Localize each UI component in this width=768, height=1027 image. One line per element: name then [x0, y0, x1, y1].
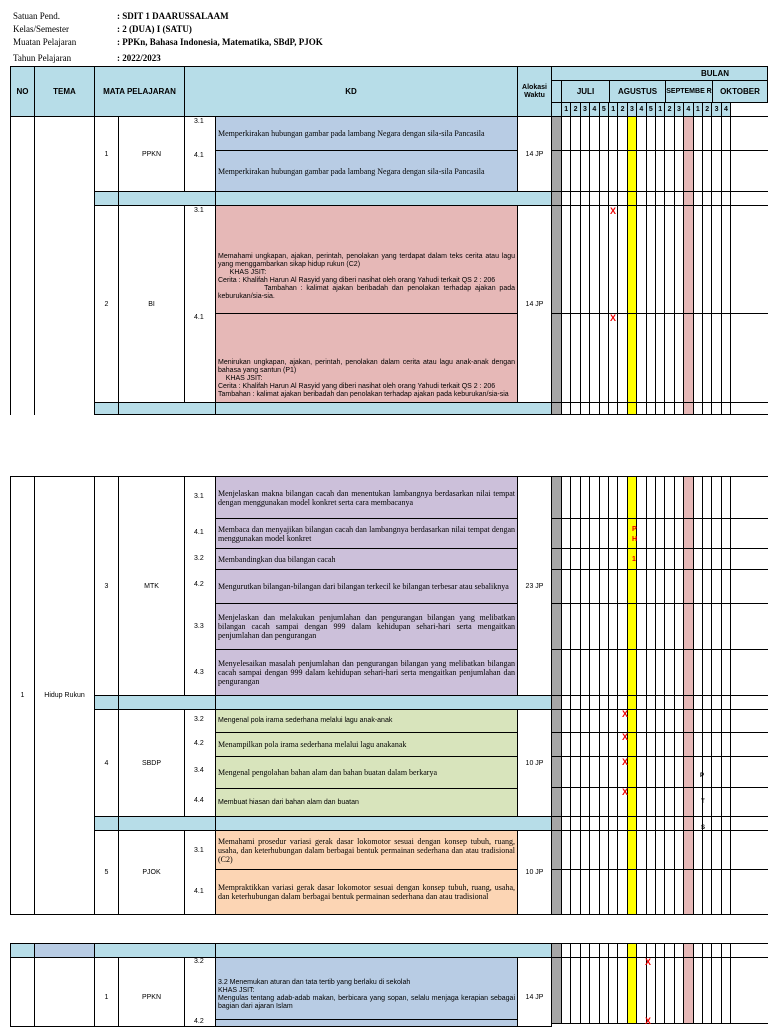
grid-row-line: [551, 756, 768, 757]
grid-row-line: [551, 869, 768, 870]
kd-text: Memahami prosedur variasi gerak dasar lokomotor sesuai dengan konsep tubuh, ruang, usaha, dan keterhubungan dalam berbagai bentuk permainan sederhana dan atau tradisional (C2): [215, 830, 518, 870]
ph-label-1: 1: [632, 556, 636, 563]
kd-code: 3.1: [194, 118, 204, 125]
grid-row-line: [551, 518, 768, 519]
month-agustus: AGUSTUS: [609, 80, 666, 103]
week-number: 2: [617, 102, 627, 117]
pjok-no: 5: [94, 830, 119, 915]
grid-row-line: [551, 116, 768, 117]
grid-row-line: [551, 205, 768, 206]
week-number: 1: [608, 102, 618, 117]
schedule-grid: [551, 476, 768, 915]
no-cell: [10, 116, 35, 415]
separator-cell: [118, 191, 216, 206]
grid-row-line: [551, 414, 768, 415]
col-tema-header: TEMA: [34, 66, 95, 117]
grid-row-line: [551, 569, 768, 570]
grid-row-line: [551, 649, 768, 650]
week-number: 3: [711, 102, 721, 117]
ppkn-name: PPKN: [118, 116, 185, 192]
kd-code: 3.4: [194, 767, 204, 774]
kd-text: Membaca dan menyajikan bilangan cacah dan lambangnya berdasarkan nilai tempat dengan menggunakan model konkret: [215, 518, 518, 549]
week-number-row: [551, 102, 768, 117]
week-number: 2: [664, 102, 674, 117]
week-number: 4: [589, 102, 599, 117]
activity-mark: X: [622, 732, 629, 742]
kd-text: Menirukan ungkapan, ajakan, perintah, penolakan dalam cerita atau lagu anak-anak dengan bahasa yang santun (P1) KHAS JSIT: Cerita : Khalifah Harun Al Rasyid yang diberi nasihat oleh orang Yahudi terkait QS 2 : 206 Tambahan : kalimat ajakan beribadah dan penolakan terhadap ajakan pada keburukan/sia-sia: [215, 313, 518, 403]
week-number: 3: [627, 102, 637, 117]
kd-code: 3.2: [194, 555, 204, 562]
week-number: 2: [570, 102, 580, 117]
ppkn-no: 1: [94, 957, 119, 1027]
week-number: 2: [702, 102, 712, 117]
ppkn-no: 1: [94, 116, 119, 192]
ppkn-code-col: [184, 957, 216, 1027]
week-number: 1: [693, 102, 703, 117]
grid-row-line: [551, 787, 768, 788]
bi-no: 2: [94, 205, 119, 403]
sbdp-name: SBDP: [118, 709, 185, 817]
grid-row-line: [551, 402, 768, 403]
activity-mark: X: [622, 787, 629, 797]
grid-row-line: [551, 476, 768, 477]
kd-code: 4.4: [194, 797, 204, 804]
separator-cell: [118, 695, 216, 710]
kd-code: 4.1: [194, 529, 204, 536]
grid-row-line: [551, 914, 768, 915]
kd-text: Mengurutkan bilangan-bilangan dari bilangan terkecil ke bilangan terbesar atau sebaliknya: [215, 569, 518, 604]
sbdp-no: 4: [94, 709, 119, 817]
week-number: 5: [599, 102, 609, 117]
alokasi-cell: 10 JP: [517, 709, 552, 817]
ph-label-p: P: [632, 526, 637, 533]
tahun-value: : 2022/2023: [117, 53, 161, 63]
kd-text: [215, 1019, 518, 1027]
kd-code: 3.1: [194, 847, 204, 854]
pts-label-t: T: [701, 799, 705, 805]
kd-text: Mengenal pengolahan bahan alam dan bahan buatan dalam berkarya: [215, 756, 518, 789]
kd-code: 4.2: [194, 1018, 204, 1025]
ppkn-name: PPKN: [118, 957, 185, 1027]
kd-text: Membandingkan dua bilangan cacah: [215, 548, 518, 570]
grid-row-line: [551, 732, 768, 733]
week-number: 3: [674, 102, 684, 117]
tahun-label: Tahun Pelajaran: [13, 53, 72, 63]
kd-code: 3.2: [194, 958, 204, 965]
activity-mark: X: [645, 1016, 652, 1026]
col-mapel-header: MATA PELAJARAN: [94, 66, 185, 117]
kelas-value: : 2 (DUA) I (SATU): [117, 24, 192, 34]
week-number: 4: [683, 102, 693, 117]
kd-code: 4.2: [194, 581, 204, 588]
kd-text: Membuat hiasan dari bahan alam dan buatan: [215, 788, 518, 817]
ph-label-h: H: [632, 536, 638, 543]
col-bulan-header: BULAN: [551, 66, 768, 81]
kd-text: Mengenal pola irama sederhana melalui lagu anak-anak: [215, 709, 518, 733]
col-kd-header: KD: [184, 66, 518, 117]
col-alokasi-header: Alokasi Waktu: [517, 66, 552, 117]
kd-text: Menjelaskan dan melakukan penjumlahan dan pengurangan bilangan yang melibatkan bilangan cacah sampai dengan 999 dalam kehidupan sehari-hari serta mengaitkan penjumlahan dan pengurangan: [215, 603, 518, 650]
kd-code: 4.1: [194, 888, 204, 895]
activity-mark: X: [610, 206, 617, 216]
no-cell: [10, 957, 35, 1027]
kd-text: Menampilkan pola irama sederhana melalui lagu anakanak: [215, 732, 518, 757]
week-number: 3: [580, 102, 590, 117]
kelas-label: Kelas/Semester: [13, 24, 69, 34]
kd-code: 4.1: [194, 152, 204, 159]
separator-cell: [34, 943, 95, 958]
kd-text: Menyelesaikan masalah penjumlahan dan pengurangan bilangan yang melibatkan bilangan cacah sampai dengan 999 dalam kehidupan sehari-hari serta mengaitkan penjumlahan dan pengurangan: [215, 649, 518, 696]
activity-mark: X: [645, 957, 652, 967]
week-number: 4: [721, 102, 731, 117]
grid-row-line: [551, 150, 768, 151]
col-no-header: NO: [10, 66, 35, 117]
alokasi-cell: 14 JP: [517, 205, 552, 403]
kd-code: 4.1: [194, 314, 204, 321]
grid-row-line: [551, 830, 768, 831]
week-column: [721, 943, 731, 1024]
grid-row-line: [551, 816, 768, 817]
grid-row-line: [551, 313, 768, 314]
week-column: [721, 116, 731, 415]
pjok-code-col: [184, 830, 216, 915]
tema-cell: Hidup Rukun: [34, 476, 95, 915]
schedule-grid: [551, 943, 768, 1024]
grid-row-line: [551, 603, 768, 604]
month-juli: JULI: [561, 80, 610, 103]
grid-row-line: [551, 191, 768, 192]
muatan-value: : PPKn, Bahasa Indonesia, Matematika, SBdP, PJOK: [117, 37, 323, 47]
separator-cell: [118, 402, 216, 415]
alokasi-cell: 23 JP: [517, 476, 552, 696]
kd-code: 3.1: [194, 207, 204, 214]
pts-label-s: S: [701, 825, 706, 831]
bi-code-col: [184, 205, 216, 403]
mtk-no: 3: [94, 476, 119, 696]
month-september: SEPTEMBE R: [665, 80, 713, 103]
kd-code: 4.3: [194, 669, 204, 676]
muatan-label: Muatan Pelajaran: [13, 37, 77, 47]
week-number: 5: [646, 102, 656, 117]
kd-code: 3.1: [194, 493, 204, 500]
kd-text: 3.2 Menemukan aturan dan tata tertib yang berlaku di sekolah KHAS JSIT: Mengulas tentang adab-adab makan, berbicara yang sopan, selalu menjaga kerapian sebagai bagian dari ajaran Islam: [215, 957, 518, 1020]
separator-cell: [94, 943, 216, 958]
separator-cell: [118, 816, 216, 831]
activity-mark: X: [622, 709, 629, 719]
week-number: 4: [636, 102, 646, 117]
grid-row-line: [551, 943, 768, 944]
satuan-label: Satuan Pend.: [13, 11, 60, 21]
kd-text: Memperkirakan hubungan gambar pada lambang Negara dengan sila-sila Pancasila: [215, 116, 518, 151]
bi-name: BI: [118, 205, 185, 403]
week-number: 1: [655, 102, 665, 117]
kd-text: Menjelaskan makna bilangan cacah dan menentukan lambangnya berdasarkan nilai tempat dengan menggunakan model konkret serta cara membacanya: [215, 476, 518, 519]
alokasi-cell: 14 JP: [517, 116, 552, 192]
mtk-name: MTK: [118, 476, 185, 696]
satuan-value: : SDIT 1 DAARUSSALAAM: [117, 11, 229, 21]
activity-mark: X: [610, 313, 617, 323]
week-number: 1: [561, 102, 571, 117]
schedule-grid: [551, 116, 768, 415]
tema-cell: [34, 116, 95, 415]
kd-text: Memahami ungkapan, ajakan, perintah, penolakan yang terdapat dalam teks cerita atau lagu yang menggambarkan sikap hidup rukun (C2) KHAS JSIT: Cerita : Khalifah Harun Al Rasyid yang diberi nasihat oleh orang Yahudi terkait QS 2 : 206 Tambahan : kalimat ajakan beribadah dan penolakan terhadap ajakan pada keburukan/sia-sia.: [215, 205, 518, 314]
grid-row-line: [551, 548, 768, 549]
kd-code: 3.3: [194, 623, 204, 630]
month-oktober: OKTOBER: [712, 80, 768, 103]
grid-row-line: [551, 695, 768, 696]
alokasi-cell: 14 JP: [517, 957, 552, 1027]
alokasi-cell: 10 JP: [517, 830, 552, 915]
tema-cell: [34, 957, 95, 1027]
kd-text: Mempraktikkan variasi gerak dasar lokomotor sesuai dengan konsep tubuh, ruang, usaha, dan keterhubungan dalam berbagai bentuk permainan sederhana dan atau tradisional: [215, 869, 518, 915]
pjok-name: PJOK: [118, 830, 185, 915]
no-cell: 1: [10, 476, 35, 915]
grid-row-line: [551, 709, 768, 710]
activity-mark: X: [622, 757, 629, 767]
pts-label-p: P: [700, 773, 705, 779]
kd-code: 4.2: [194, 740, 204, 747]
kd-code: 3.2: [194, 716, 204, 723]
grid-row-line: [551, 957, 768, 958]
kd-text: Memperkirakan hubungan gambar pada lambang Negara dengan sila-sila Pancasila: [215, 150, 518, 192]
